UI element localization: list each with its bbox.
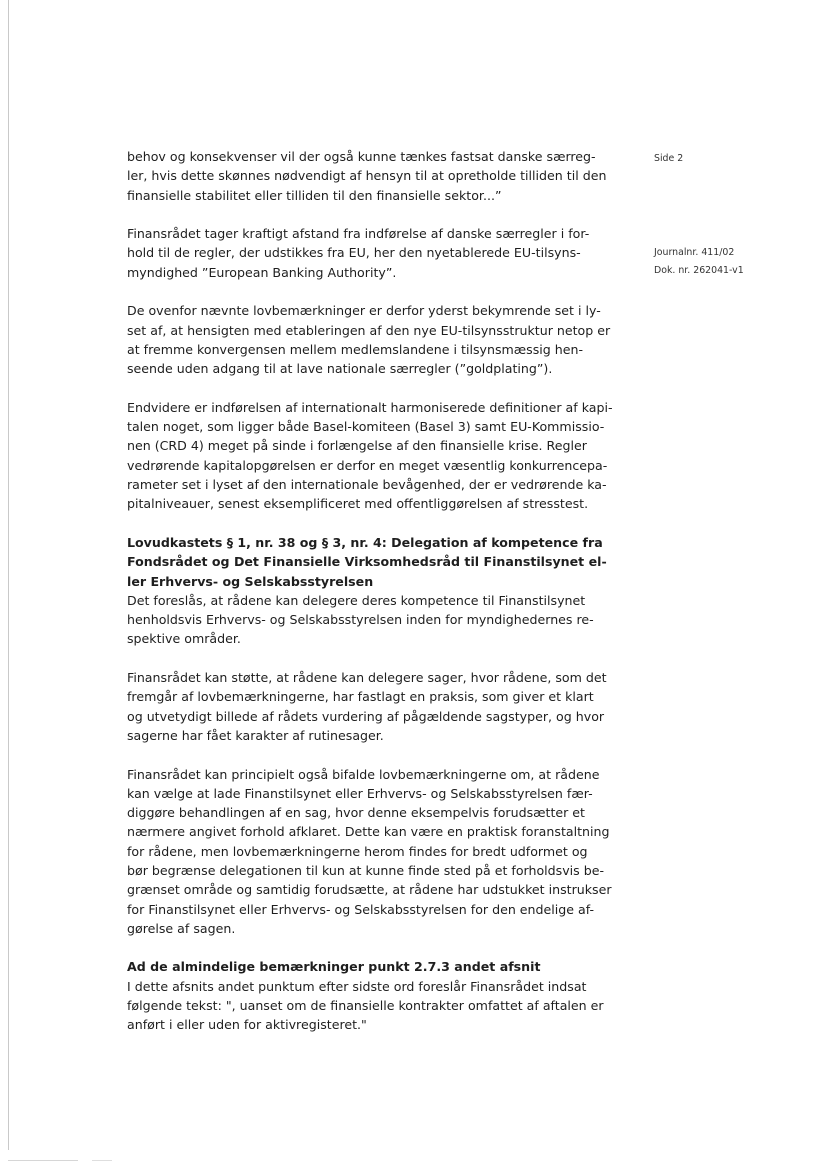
text-line: sagerne har fået karakter af rutinesager. — [127, 727, 384, 743]
heading-line: Ad de almindelige bemærkninger punkt 2.7.3 andet afsnit — [127, 959, 541, 975]
text-line: Finansrådet tager kraftigt afstand fra indførelse af danske særregler i for- — [127, 226, 590, 242]
text-line: pitalniveauer, senest eksemplificeret med offentliggørelsen af stresstest. — [127, 496, 589, 512]
page-left-edge-rule — [8, 0, 9, 1150]
text-line: nærmere angivet forhold afklaret. Dette kan være en praktisk foranstaltning — [127, 824, 610, 840]
text-line: behov og konsekvenser vil der også kunne tænkes fastsat danske særreg- — [127, 149, 596, 164]
letter-body — [127, 147, 617, 1054]
reference-margin — [654, 244, 744, 280]
paragraph — [127, 224, 617, 282]
text-line: hold til de regler, der udstikkes fra EU, her den nyetablerede EU-tilsyns- — [127, 245, 581, 261]
paragraph — [127, 398, 617, 514]
text-line: set af, at hensigten med etableringen af den nye EU-tilsynsstruktur netop er — [127, 322, 611, 338]
journal-number: Journalnr. 411/02 — [654, 247, 735, 258]
text-line: at fremme konvergensen mellem medlemslandene i tilsynsmæssig hen- — [127, 341, 584, 357]
paragraph — [127, 147, 617, 205]
page-bottom-mark — [8, 1160, 78, 1161]
heading-line: Fondsrådet og Det Finansielle Virksomhedsråd til Finanstilsynet el- — [127, 554, 607, 570]
text-line: anført i eller uden for aktivregisteret." — [127, 1017, 367, 1033]
text-line: De ovenfor nævnte lovbemærkninger er derfor yderst bekymrende set i ly- — [127, 303, 601, 319]
paragraph — [127, 765, 617, 939]
text-line: gørelse af sagen. — [127, 920, 236, 936]
text-line: finansielle stabilitet eller tilliden til den finansielle sektor...” — [127, 187, 502, 203]
text-line: bør begrænse delegationen til kun at kunne finde sted på et forholdsvis be- — [127, 862, 605, 878]
text-line: talen noget, som ligger både Basel-komiteen (Basel 3) samt EU-Kommissio- — [127, 419, 605, 435]
text-line: henholdsvis Erhvervs- og Selskabsstyrelsen inden for myndighedernes re- — [127, 612, 594, 628]
document-number: Dok. nr. 262041-v1 — [654, 265, 744, 276]
page-number: Side 2 — [654, 153, 684, 164]
page-bottom-mark-small — [92, 1160, 112, 1161]
text-line: myndighed ”European Banking Authority”. — [127, 264, 397, 280]
text-line: Endvidere er indførelsen af internationalt harmoniserede definitioner af kapi- — [127, 399, 613, 415]
text-line: følgende tekst: ", uanset om de finansielle kontrakter omfattet af aftalen er — [127, 998, 604, 1014]
section-heading — [127, 957, 617, 976]
text-line: ler, hvis dette skønnes nødvendigt af hensyn til at opretholde tilliden til den — [127, 168, 607, 184]
text-line: Finansrådet kan principielt også bifalde lovbemærkningerne om, at rådene — [127, 766, 600, 782]
paragraph — [127, 957, 617, 1034]
text-line: rameter set i lyset af den internationale bevågenhed, der er vedrørende ka- — [127, 477, 607, 493]
text-line: diggøre behandlingen af en sag, hvor denne eksempelvis forudsætter et — [127, 805, 585, 821]
text-line: kan vælge at lade Finanstilsynet eller Erhvervs- og Selskabsstyrelsen fær- — [127, 785, 593, 801]
text-line: I dette afsnits andet punktum efter sidste ord foreslår Finansrådet indsat — [127, 978, 587, 994]
text-line: seende uden adgang til at lave nationale særregler (”goldplating”). — [127, 361, 553, 377]
text-line: for rådene, men lovbemærkningerne herom findes for bredt udformet og — [127, 843, 588, 859]
text-line: vedrørende kapitalopgørelsen er derfor en meget væsentlig konkurrencepa- — [127, 457, 608, 473]
text-line: fremgår af lovbemærkningerne, har fastlagt en praksis, som giver et klart — [127, 689, 594, 705]
text-line: grænset område og samtidig forudsætte, at rådene har udstukket instrukser — [127, 882, 612, 898]
heading-line: ler Erhvervs- og Selskabsstyrelsen — [127, 573, 374, 589]
page-number-margin — [654, 150, 683, 168]
heading-line: Lovudkastets § 1, nr. 38 og § 3, nr. 4: Delegation af kompetence fra — [127, 534, 603, 550]
section-heading — [127, 533, 617, 591]
text-line: spektive områder. — [127, 631, 241, 647]
text-line: Finansrådet kan støtte, at rådene kan delegere sager, hvor rådene, som det — [127, 670, 607, 686]
text-line: nen (CRD 4) meget på sinde i forlængelse af den finansielle krise. Regler — [127, 438, 587, 454]
paragraph — [127, 301, 617, 378]
text-line: og utvetydigt billede af rådets vurdering af pågældende sagstyper, og hvor — [127, 708, 605, 724]
paragraph — [127, 533, 617, 649]
paragraph — [127, 668, 617, 745]
text-line: Det foreslås, at rådene kan delegere deres kompetence til Finanstilsynet — [127, 592, 586, 608]
text-line: for Finanstilsynet eller Erhvervs- og Selskabsstyrelsen for den endelige af- — [127, 901, 595, 917]
